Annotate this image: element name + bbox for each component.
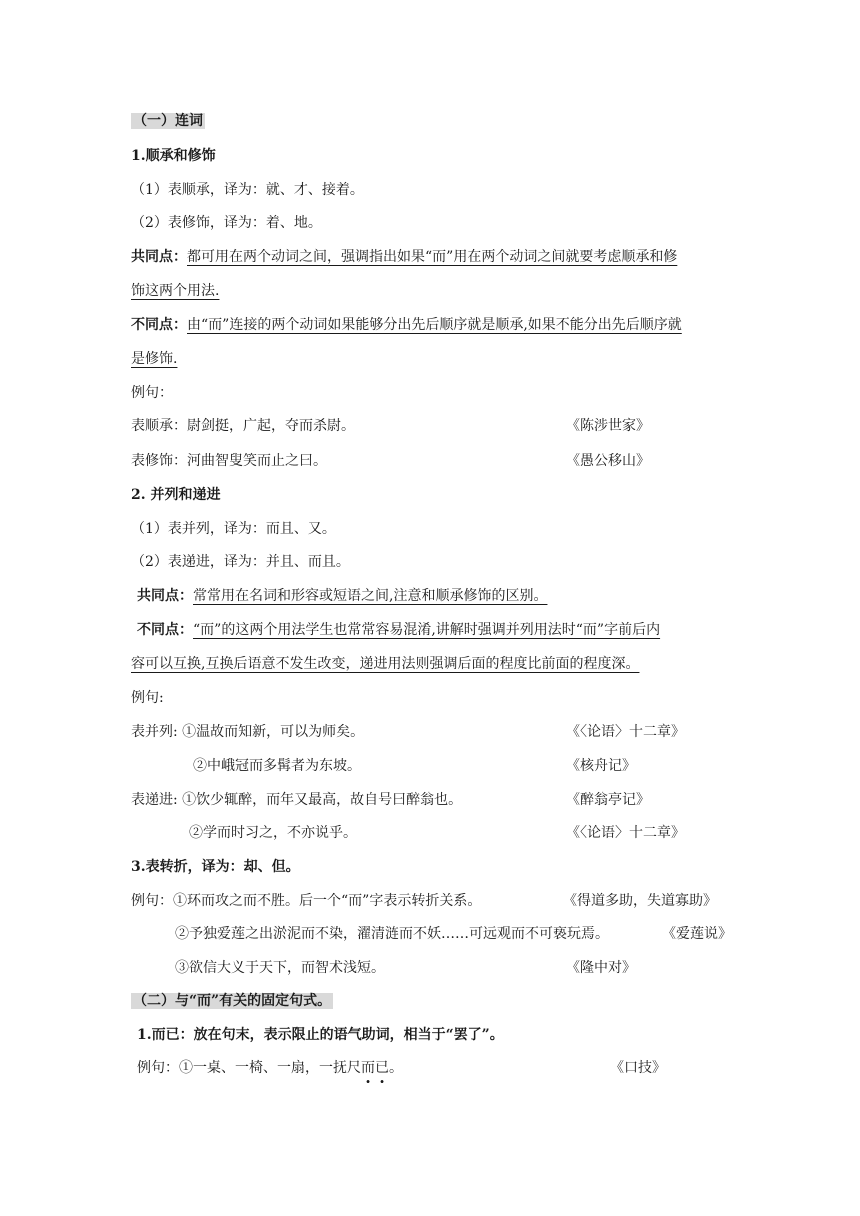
- example-source: 《爱莲说》: [662, 926, 732, 942]
- example-source: 《〈论语〉十二章》: [566, 825, 685, 841]
- example-sentence: ②予独爱莲之出淤泥而不染，濯清涟而不妖……可远观而不可亵玩焉。: [175, 926, 609, 942]
- section-heading-fixed-patterns: （二）与“而”有关的固定句式。: [133, 993, 332, 1009]
- difference-point: 不同点：“而”的这两个用法学生也常常容易混淆,讲解时强调并列用法时“而”字前后内: [137, 622, 661, 638]
- example-source: 《醉翁亭记》: [566, 792, 650, 808]
- example-label: 例句:: [131, 690, 164, 706]
- section-heading-conjunction: （一）连词: [133, 113, 203, 129]
- example-sentence: 表顺承：尉剑挺，广起，夺而杀尉。: [131, 418, 355, 434]
- example-sentence: ③欲信大义于天下，而智术浅短。: [175, 960, 385, 976]
- usage-line: （2）表递进，译为：并且、而且。: [131, 554, 350, 570]
- usage-line: （2）表修饰，译为：着、地。: [131, 215, 322, 231]
- example-source: 《〈论语〉十二章》: [566, 724, 685, 740]
- example-source: 《核舟记》: [566, 758, 636, 774]
- example-sentence: ②学而时习之，不亦说乎。: [189, 825, 357, 841]
- usage-line: （1）表并列，译为：而且、又。: [131, 521, 336, 537]
- common-point: 共同点：常常用在名词和形容或短语之间,注意和顺承修饰的区别。: [137, 588, 548, 604]
- example-source: 《隆中对》: [566, 960, 636, 976]
- example-sentence: 表修饰：河曲智叟笑而止之曰。: [131, 453, 327, 469]
- example-sentence: 例句：①一桌、一椅、一扇，一抚尺而已。: [137, 1060, 403, 1076]
- example-sentence: 例句：①环而攻之而不胜。后一个“而”字表示转折关系。: [131, 893, 482, 909]
- example-sentence: 表递进: ①饮少辄醉，而年又最高，故自号曰醉翁也。: [131, 792, 463, 808]
- usage-line: （1）表顺承，译为：就、才、接着。: [131, 182, 364, 198]
- difference-point-cont: 容可以互换,互换后语意不发生改变，递进用法则强调后面的程度比前面的程度深。: [131, 656, 640, 672]
- example-source: 《愚公移山》: [566, 453, 650, 469]
- example-source: 《陈涉世家》: [566, 418, 650, 434]
- subsection-title-2: 2. 并列和递进: [131, 487, 221, 503]
- example-source: 《口技》: [610, 1060, 666, 1076]
- difference-point: 不同点：由“而”连接的两个动词如果能够分出先后顺序就是顺承,如果不能分出先后顺序就: [131, 317, 682, 333]
- difference-point-cont: 是修饰.: [131, 351, 178, 367]
- common-point: 共同点：都可用在两个动词之间，强调指出如果“而”用在两个动词之间就要考虑顺承和修: [131, 249, 678, 265]
- subsection-title-3: 3.表转折，译为：却、但。: [131, 859, 300, 875]
- example-sentence: ②中峨冠而多髯者为东坡。: [193, 758, 361, 774]
- emphasis-dotted: 而已: [361, 1060, 389, 1076]
- common-point-cont: 饰这两个用法.: [131, 283, 220, 299]
- example-label: 例句：: [131, 385, 173, 401]
- subsection-title-er-yi: 1.而已：放在句末，表示限止的语气助词，相当于“罢了”。: [137, 1027, 504, 1043]
- example-source: 《得道多助，失道寡助》: [563, 893, 717, 909]
- example-sentence: 表并列: ①温故而知新，可以为师矣。: [131, 724, 365, 740]
- subsection-title-1: 1.顺承和修饰: [131, 148, 216, 164]
